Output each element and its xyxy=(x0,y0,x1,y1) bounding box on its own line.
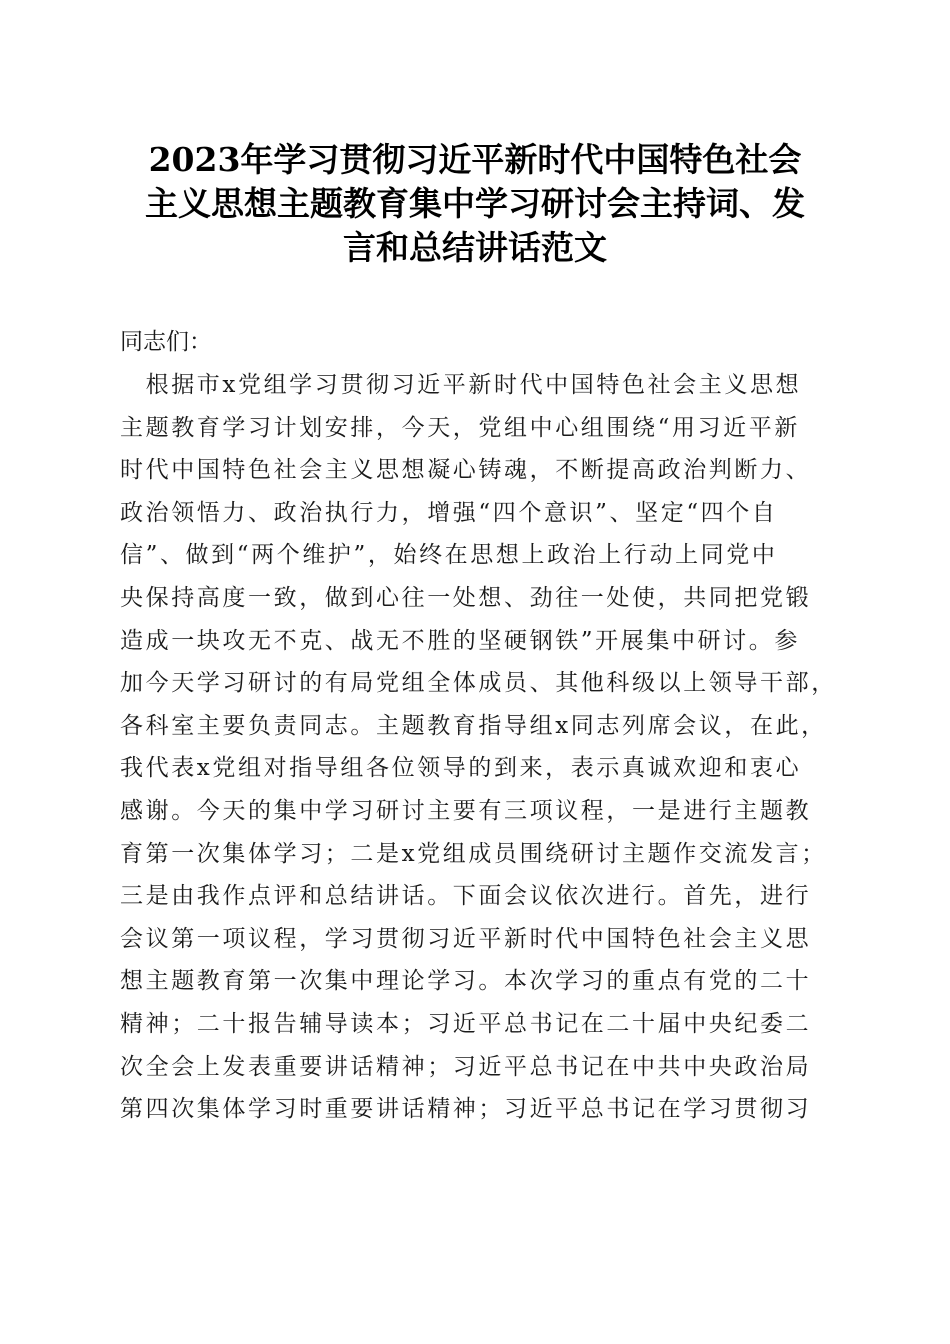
body-line: 主题教育学习计划安排，今天，党组中心组围绕“用习近平新 xyxy=(120,414,800,441)
body-line: 信”、做到“两个维护”，始终在思想上政治上行动上同党中 xyxy=(120,542,778,569)
body-line: 次全会上发表重要讲话精神；习近平总书记在中共中央政治局 xyxy=(120,1053,812,1080)
body-line: 想主题教育第一次集中理论学习。本次学习的重点有党的二十 xyxy=(120,968,812,995)
title-line: 言和总结讲话范文 xyxy=(343,228,607,267)
body-line: 各科室主要负责同志。主题教育指导组x同志列席会议，在此， xyxy=(120,712,827,739)
body-paragraph xyxy=(120,364,840,1131)
body-line: 造成一块攻无不克、战无不胜的坚硬钢铁”开展集中研讨。参 xyxy=(120,627,800,654)
title-line: 2023年学习贯彻习近平新时代中国特色社会 xyxy=(148,140,802,179)
salutation: 同志们： xyxy=(120,329,212,355)
document-title xyxy=(100,138,850,270)
body-line: 政治领悟力、政治执行力，增强“四个意识”、坚定“四个自 xyxy=(120,499,778,526)
body-line: 育第一次集体学习；二是x党组成员围绕研讨主题作交流发言； xyxy=(120,840,827,867)
body-line: 我代表x党组对指导组各位领导的到来，表示真诚欢迎和衷心 xyxy=(120,755,802,782)
body-line: 精神；二十报告辅导读本；习近平总书记在二十届中央纪委二 xyxy=(120,1010,812,1037)
body-line: 加今天学习研讨的有局党组全体成员、其他科级以上领导干部， xyxy=(120,670,837,697)
body-line: 时代中国特色社会主义思想凝心铸魂，不断提高政治判断力、 xyxy=(120,457,812,484)
title-line: 主义思想主题教育集中学习研讨会主持词、发 xyxy=(145,184,805,223)
body-line: 第四次集体学习时重要讲话精神；习近平总书记在学习贯彻习 xyxy=(120,1096,812,1123)
body-line: 央保持高度一致，做到心往一处想、劲往一处使，共同把党锻 xyxy=(120,584,812,611)
body-line: 感谢。今天的集中学习研讨主要有三项议程，一是进行主题教 xyxy=(120,797,812,824)
body-line: 会议第一项议程，学习贯彻习近平新时代中国特色社会主义思 xyxy=(120,925,812,952)
body-line: 根据市x党组学习贯彻习近平新时代中国特色社会主义思想 xyxy=(120,372,802,398)
body-line: 三是由我作点评和总结讲话。下面会议依次进行。首先，进行 xyxy=(120,883,812,910)
